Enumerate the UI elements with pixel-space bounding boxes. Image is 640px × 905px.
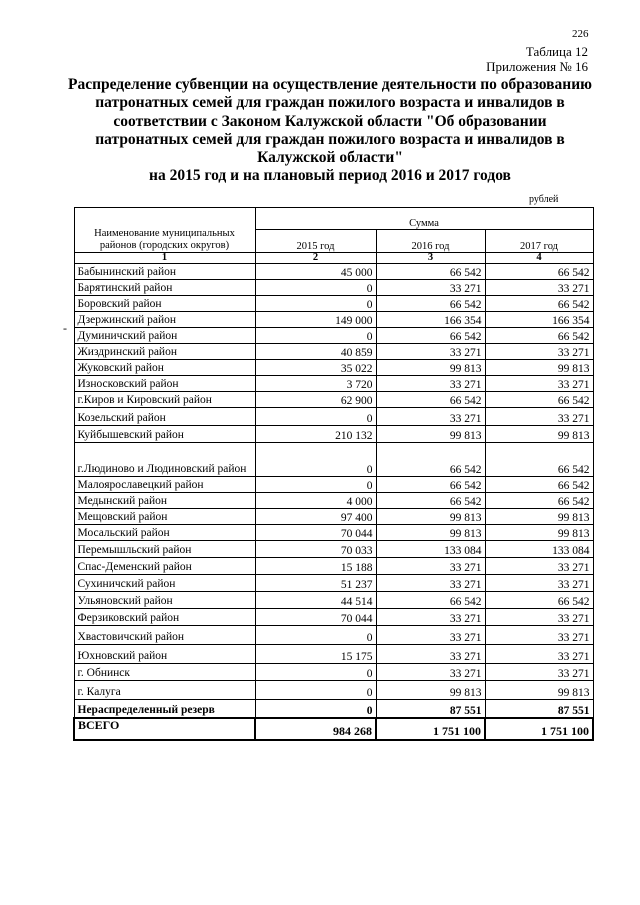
row-value-2016: 33 271 (376, 558, 485, 575)
row-name: Куйбышевский район (74, 426, 255, 443)
row-name: Хвастовичский район (74, 626, 255, 645)
row-value-2015: 62 900 (255, 392, 376, 408)
column-number: 1 (74, 253, 255, 264)
table-row (74, 558, 593, 575)
row-name: Бабынинский район (74, 264, 255, 280)
row-value-2017: 33 271 (485, 408, 593, 426)
row-value-2016: 99 813 (376, 360, 485, 376)
row-name: Малоярославецкий район (74, 477, 255, 493)
row-value-2016: 33 271 (376, 376, 485, 392)
header-name: Наименование муниципальных районов (городских округов) (74, 208, 255, 253)
row-value-2017: 66 542 (485, 392, 593, 408)
row-name: Жуковский район (74, 360, 255, 376)
reserve-2015: 0 (255, 700, 376, 718)
table-row (74, 344, 593, 360)
row-value-2017: 66 542 (485, 296, 593, 312)
row-value-2017: 66 542 (485, 328, 593, 344)
subvention-table (73, 207, 594, 741)
header-year-2017: 2017 год (485, 230, 593, 253)
row-value-2017: 33 271 (485, 645, 593, 664)
row-name: Козельский район (74, 408, 255, 426)
margin-mark: - (63, 321, 67, 335)
row-value-2017: 66 542 (485, 443, 593, 477)
units-label: рублей (529, 194, 559, 205)
title-line: патронатных семей для граждан пожилого возраста и инвалидов в (95, 130, 565, 148)
row-value-2015: 4 000 (255, 493, 376, 509)
table-row (74, 681, 593, 700)
total-2017: 1 751 100 (485, 718, 593, 740)
row-name: Перемышльский район (74, 541, 255, 558)
row-name: Спас-Деменский район (74, 558, 255, 575)
table-body (74, 264, 593, 700)
row-value-2017: 33 271 (485, 609, 593, 626)
page-number: 226 (572, 28, 589, 40)
column-number: 4 (485, 253, 593, 264)
row-value-2017: 99 813 (485, 509, 593, 525)
row-value-2017: 99 813 (485, 426, 593, 443)
row-value-2016: 66 542 (376, 392, 485, 408)
row-name: Жиздринский район (74, 344, 255, 360)
reserve-2017: 87 551 (485, 700, 593, 718)
header-year-2016: 2016 год (376, 230, 485, 253)
row-value-2015: 70 033 (255, 541, 376, 558)
row-value-2017: 133 084 (485, 541, 593, 558)
row-name: Юхновский район (74, 645, 255, 664)
row-value-2015: 97 400 (255, 509, 376, 525)
row-name: Сухиничский район (74, 575, 255, 592)
row-value-2017: 66 542 (485, 592, 593, 609)
row-value-2015: 3 720 (255, 376, 376, 392)
table-row (74, 477, 593, 493)
row-name: г.Людиново и Людиновский район (74, 443, 255, 477)
total-2015: 984 268 (255, 718, 376, 740)
table-row (74, 376, 593, 392)
row-value-2017: 66 542 (485, 264, 593, 280)
row-value-2017: 33 271 (485, 575, 593, 592)
table-row (74, 328, 593, 344)
table-row (74, 493, 593, 509)
row-value-2016: 66 542 (376, 592, 485, 609)
row-value-2017: 66 542 (485, 493, 593, 509)
table-row (74, 426, 593, 443)
table-row (74, 360, 593, 376)
row-name: Износковский район (74, 376, 255, 392)
row-value-2016: 99 813 (376, 681, 485, 700)
row-value-2017: 33 271 (485, 626, 593, 645)
total-2016: 1 751 100 (376, 718, 485, 740)
row-name: г. Калуга (74, 681, 255, 700)
row-value-2015: 0 (255, 681, 376, 700)
row-value-2016: 66 542 (376, 493, 485, 509)
row-value-2017: 33 271 (485, 344, 593, 360)
header-year-2015: 2015 год (255, 230, 376, 253)
table-row (74, 541, 593, 558)
row-value-2017: 33 271 (485, 280, 593, 296)
table-row (74, 443, 593, 477)
header-sum: Сумма (255, 208, 593, 230)
row-value-2015: 0 (255, 408, 376, 426)
row-value-2015: 70 044 (255, 609, 376, 626)
title-line: Калужской области" (257, 149, 403, 167)
row-name: г.Киров и Кировский район (74, 392, 255, 408)
table-row (74, 592, 593, 609)
row-value-2015: 45 000 (255, 264, 376, 280)
table-row (74, 664, 593, 681)
row-value-2016: 33 271 (376, 664, 485, 681)
row-value-2016: 33 271 (376, 645, 485, 664)
total-name: ВСЕГО (74, 718, 255, 740)
table-row (74, 525, 593, 541)
row-value-2015: 0 (255, 626, 376, 645)
reserve-name: Нераспределенный резерв (74, 700, 255, 718)
row-name: Мещовский район (74, 509, 255, 525)
row-value-2015: 15 188 (255, 558, 376, 575)
row-value-2015: 210 132 (255, 426, 376, 443)
row-name: Боровский район (74, 296, 255, 312)
row-value-2015: 35 022 (255, 360, 376, 376)
table-row (74, 264, 593, 280)
row-name: Ферзиковский район (74, 609, 255, 626)
row-value-2016: 33 271 (376, 344, 485, 360)
title-line: Распределение субвенции на осуществление деятельности по образованию (67, 76, 593, 93)
row-value-2015: 51 237 (255, 575, 376, 592)
row-value-2016: 66 542 (376, 296, 485, 312)
row-value-2015: 149 000 (255, 312, 376, 328)
row-value-2016: 66 542 (376, 477, 485, 493)
table-row (74, 645, 593, 664)
column-number: 3 (376, 253, 485, 264)
table-label-block (486, 44, 588, 74)
row-value-2015: 44 514 (255, 592, 376, 609)
row-value-2015: 0 (255, 443, 376, 477)
row-value-2016: 99 813 (376, 426, 485, 443)
table-row (74, 280, 593, 296)
row-value-2017: 33 271 (485, 376, 593, 392)
row-value-2015: 0 (255, 296, 376, 312)
row-value-2015: 0 (255, 328, 376, 344)
row-value-2015: 40 859 (255, 344, 376, 360)
row-value-2016: 66 542 (376, 328, 485, 344)
row-value-2016: 33 271 (376, 609, 485, 626)
row-name: Думиничский район (74, 328, 255, 344)
reserve-2016: 87 551 (376, 700, 485, 718)
appendix-label: Приложения № 16 (486, 59, 588, 74)
row-value-2017: 166 354 (485, 312, 593, 328)
table-row (74, 509, 593, 525)
total-row (74, 718, 593, 740)
table-row (74, 312, 593, 328)
row-value-2017: 99 813 (485, 525, 593, 541)
table-row (74, 408, 593, 426)
row-value-2015: 0 (255, 664, 376, 681)
table-row (74, 296, 593, 312)
row-value-2016: 33 271 (376, 408, 485, 426)
row-name: г. Обнинск (74, 664, 255, 681)
row-name: Ульяновский район (74, 592, 255, 609)
row-value-2016: 99 813 (376, 525, 485, 541)
table-row (74, 392, 593, 408)
row-value-2016: 133 084 (376, 541, 485, 558)
title-line: соответствии с Законом Калужской области "Об образовании (113, 112, 547, 130)
row-value-2016: 66 542 (376, 264, 485, 280)
row-name: Барятинский район (74, 280, 255, 296)
row-value-2015: 70 044 (255, 525, 376, 541)
row-value-2016: 33 271 (376, 575, 485, 592)
title-line: патронатных семей для граждан пожилого возраста и инвалидов в (95, 94, 565, 112)
row-value-2016: 99 813 (376, 509, 485, 525)
row-value-2016: 33 271 (376, 280, 485, 296)
reserve-row (74, 700, 593, 718)
row-value-2015: 15 175 (255, 645, 376, 664)
document-title (60, 76, 600, 186)
row-value-2016: 66 542 (376, 443, 485, 477)
row-value-2015: 0 (255, 280, 376, 296)
row-value-2016: 166 354 (376, 312, 485, 328)
row-value-2016: 33 271 (376, 626, 485, 645)
table-label: Таблица 12 (525, 44, 588, 59)
row-value-2017: 99 813 (485, 360, 593, 376)
row-value-2017: 66 542 (485, 477, 593, 493)
row-value-2015: 0 (255, 477, 376, 493)
column-number: 2 (255, 253, 376, 264)
row-name: Дзержинский район (74, 312, 255, 328)
row-value-2017: 33 271 (485, 664, 593, 681)
row-name: Медынский район (74, 493, 255, 509)
table-row (74, 609, 593, 626)
title-line: на 2015 год и на плановый период 2016 и 2017 годов (149, 167, 511, 185)
row-value-2017: 33 271 (485, 558, 593, 575)
table-row (74, 626, 593, 645)
row-value-2017: 99 813 (485, 681, 593, 700)
row-name: Мосальский район (74, 525, 255, 541)
table-row (74, 575, 593, 592)
